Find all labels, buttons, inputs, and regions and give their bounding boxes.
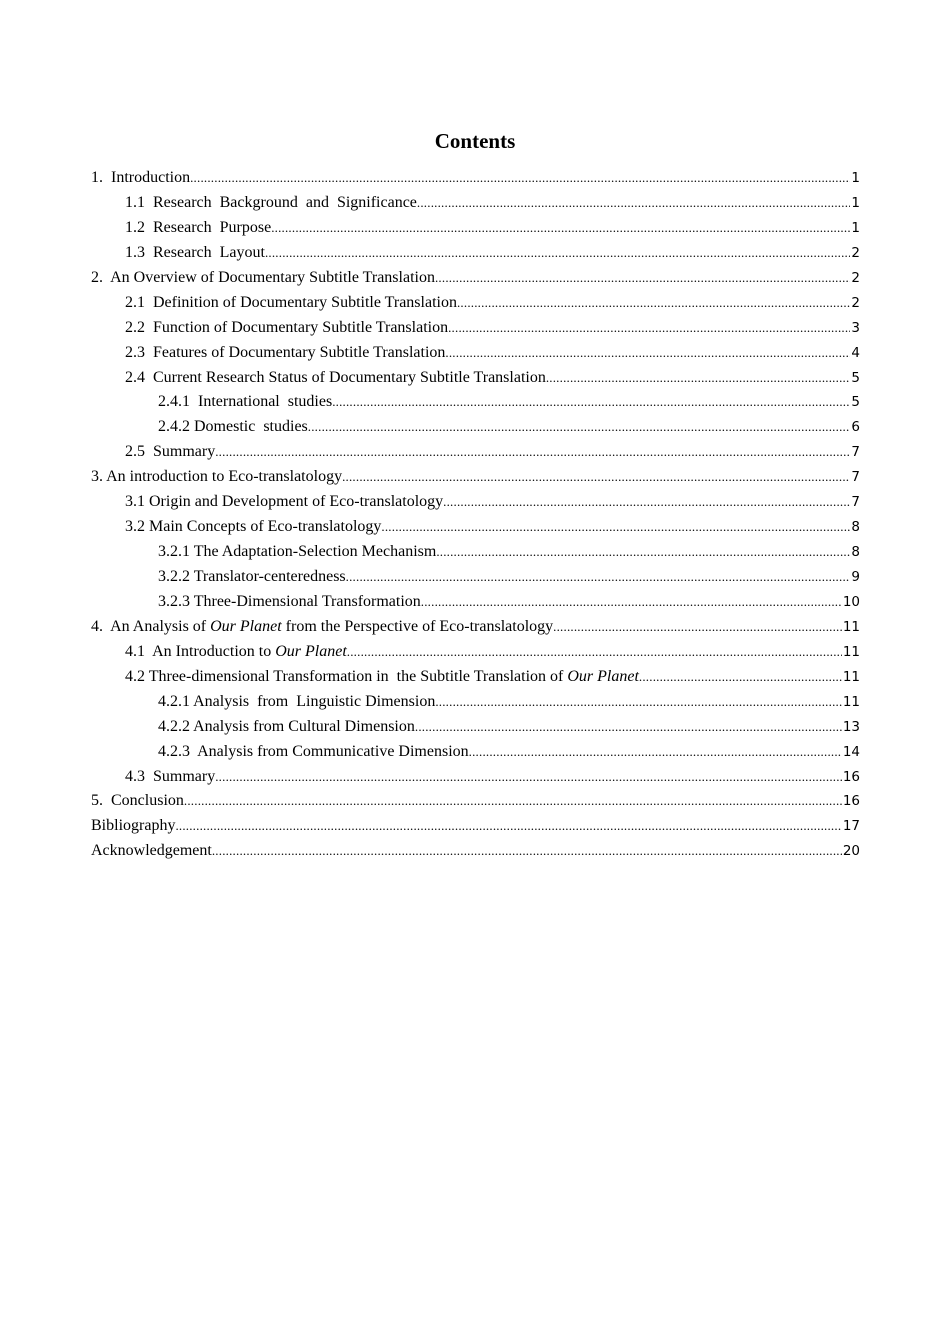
toc-page-number: 1 [851, 194, 860, 211]
toc-entry-title [158, 715, 415, 740]
toc-entry[interactable] [91, 241, 860, 266]
toc-page-number: 3 [851, 319, 860, 336]
toc-entry-title [91, 789, 184, 814]
toc-page-number: 6 [851, 419, 860, 436]
toc-page-number: 1 [851, 219, 860, 236]
toc-entry[interactable] [91, 590, 860, 615]
toc-entry[interactable] [91, 341, 860, 366]
toc-leader-dots [346, 565, 851, 590]
toc-entry[interactable] [91, 191, 860, 216]
toc-entry[interactable] [91, 515, 860, 540]
toc-entry[interactable] [91, 740, 860, 765]
toc-entry-title [158, 390, 332, 415]
toc-entry[interactable] [91, 415, 860, 440]
toc-entry-title [125, 440, 215, 465]
toc-page-number: 7 [851, 444, 860, 461]
toc-entry-title-segment: 4.2.2 Analysis from Cultural Dimension [158, 717, 415, 735]
toc-entry[interactable] [91, 565, 860, 590]
toc-page-number: 2 [851, 244, 860, 261]
toc-leader-dots [381, 515, 850, 540]
toc-entry-title-segment: 4.3 Summary [125, 767, 216, 785]
toc-leader-dots [265, 241, 850, 266]
toc-leader-dots [435, 690, 841, 715]
toc-entry-title [125, 366, 546, 391]
toc-entry[interactable] [91, 291, 860, 316]
toc-entry-title [158, 590, 421, 615]
toc-entry[interactable] [91, 814, 860, 839]
toc-entry-title [125, 291, 457, 316]
toc-entry-title-segment: 3.2.1 The Adaptation-Selection Mechanism [158, 543, 437, 561]
toc-entry[interactable] [91, 690, 860, 715]
toc-entry-title [125, 765, 215, 790]
toc-page-number: 5 [851, 369, 860, 386]
toc-entry-title [125, 191, 417, 216]
toc-entry-title-segment: 4.2 Three-dimensional Transformation in the Subtitle Translation of [125, 667, 568, 685]
toc-entry-title [125, 341, 445, 366]
toc-page-number: 8 [851, 519, 860, 536]
toc-entry[interactable] [91, 615, 860, 640]
toc-entry[interactable] [91, 540, 860, 565]
toc-leader-dots [421, 590, 842, 615]
toc-page-number: 10 [842, 593, 860, 610]
toc-entry-title [158, 415, 308, 440]
toc-page-number: 8 [851, 544, 860, 561]
toc-entry-title [158, 740, 469, 765]
toc-leader-dots [417, 191, 851, 216]
toc-leader-dots [215, 440, 850, 465]
toc-entry-title-segment: 4.1 An Introduction to [125, 642, 276, 660]
toc-entry[interactable] [91, 216, 860, 241]
toc-page-number: 11 [842, 643, 860, 660]
toc-page-number: 9 [851, 569, 860, 585]
toc-entry-title-segment: 2.4.2 Domestic studies [158, 418, 308, 436]
toc-entry-title-italic: Our Planet [567, 667, 639, 685]
toc-leader-dots [271, 216, 850, 241]
toc-page-number: 2 [851, 269, 860, 286]
toc-entry[interactable] [91, 765, 860, 790]
toc-entry-title-segment: 3.2.3 Three-Dimensional Transformation [158, 592, 421, 610]
toc-entry-title [125, 515, 381, 540]
toc-leader-dots [190, 166, 850, 191]
toc-page-number: 11 [842, 693, 860, 710]
toc-entry[interactable] [91, 390, 860, 415]
toc-leader-dots [443, 490, 850, 515]
toc-entry-title-italic: Our Planet [210, 617, 282, 635]
toc-leader-dots [415, 715, 842, 740]
toc-page-number: 13 [842, 718, 860, 735]
toc-entry[interactable] [91, 839, 860, 864]
toc-entry-title-segment: from the Perspective of Eco-translatology [281, 617, 554, 635]
toc-entry-title-segment: 2. An Overview of Documentary Subtitle Translation [91, 268, 435, 286]
toc-page-number: 20 [842, 843, 860, 860]
toc-entry[interactable] [91, 789, 860, 814]
toc-entry-title [125, 241, 265, 266]
toc-entry-title [125, 640, 347, 665]
toc-entry-title-segment: 2.4 Current Research Status of Documentary Subtitle Translation [125, 368, 546, 386]
toc-page-number: 11 [842, 668, 860, 685]
toc-entry-title-segment: 4.2.3 Analysis from Communicative Dimension [158, 742, 469, 760]
toc-leader-dots [546, 366, 851, 391]
toc-leader-dots [175, 814, 841, 839]
toc-entry-title [158, 565, 346, 590]
toc-leader-dots [553, 615, 842, 640]
toc-leader-dots [347, 640, 842, 665]
toc-entry-title-segment: Bibliography [91, 817, 176, 835]
toc-entry[interactable] [91, 640, 860, 665]
toc-entry[interactable] [91, 166, 860, 191]
toc-entry[interactable] [91, 366, 860, 391]
toc-entry-title [91, 166, 190, 191]
toc-entry[interactable] [91, 440, 860, 465]
contents-heading: Contents [434, 129, 516, 153]
toc-entry-title [91, 615, 553, 640]
toc-page-number: 16 [842, 768, 860, 785]
toc-entry-title [125, 665, 639, 690]
toc-page-number: 1 [851, 170, 860, 186]
toc-entry-title-segment: 4.2.1 Analysis from Linguistic Dimension [158, 692, 436, 710]
toc-entry[interactable] [91, 316, 860, 341]
toc-leader-dots [435, 266, 850, 291]
toc-entry-title [125, 490, 443, 515]
toc-entry-title-segment: 1.1 Research Background and Significance [125, 193, 417, 211]
toc-leader-dots [469, 740, 842, 765]
toc-leader-dots [457, 291, 850, 316]
toc-leader-dots [436, 540, 850, 565]
toc-entry-title [91, 814, 175, 839]
toc-entry-title-segment: Acknowledgement [91, 842, 212, 860]
toc-page-number: 2 [851, 294, 860, 311]
toc-leader-dots [639, 665, 842, 690]
toc-entry-title-segment: 2.1 Definition of Documentary Subtitle Translation [125, 293, 457, 311]
toc-leader-dots [212, 839, 842, 864]
toc-entry-title [125, 216, 271, 241]
toc-leader-dots [308, 415, 851, 440]
toc-entry[interactable] [91, 490, 860, 515]
toc-page-number: 4 [851, 344, 860, 361]
toc-entry-title-segment: 4. An Analysis of [91, 617, 211, 635]
toc-entry-title [91, 266, 435, 291]
toc-leader-dots [215, 765, 842, 790]
toc-entry[interactable] [91, 465, 860, 490]
toc-entry-title-segment: 5. Conclusion [91, 792, 184, 810]
toc-entry-title [125, 316, 448, 341]
toc-entry-title-segment: 2.4.1 International studies [158, 393, 333, 411]
toc-entry-title-segment: 1. Introduction [91, 169, 191, 186]
toc-entry-title-italic: Our Planet [275, 642, 347, 660]
toc-page-number: 5 [851, 394, 860, 411]
toc-page-number: 14 [842, 743, 860, 760]
toc-entry-title [158, 690, 435, 715]
toc-page-number: 16 [842, 793, 860, 810]
toc-entry-title-segment: 3. An introduction to Eco-translatology [91, 468, 343, 486]
toc-entry-title-segment: 2.3 Features of Documentary Subtitle Translation [125, 343, 446, 361]
toc-leader-dots [448, 316, 850, 341]
toc-entry-title-segment: 2.5 Summary [125, 443, 216, 461]
toc-entry-title [91, 465, 342, 490]
toc-entry-title [158, 540, 436, 565]
toc-leader-dots [445, 341, 850, 366]
toc-entry-title-segment: 3.2.2 Translator-centeredness [158, 568, 346, 585]
toc-page-number: 7 [851, 494, 860, 511]
table-of-contents [91, 166, 860, 864]
toc-entry-title [91, 839, 212, 864]
toc-entry-title-segment: 1.3 Research Layout [125, 243, 265, 261]
toc-entry[interactable] [91, 665, 860, 690]
toc-leader-dots [184, 789, 842, 814]
toc-entry-title-segment: 3.2 Main Concepts of Eco-translatology [125, 518, 382, 536]
toc-leader-dots [332, 390, 850, 415]
toc-entry[interactable] [91, 715, 860, 740]
toc-page-number: 7 [851, 469, 860, 486]
toc-entry-title-segment: 3.1 Origin and Development of Eco-translatology [125, 493, 444, 511]
toc-leader-dots [342, 465, 850, 490]
toc-page-number: 11 [842, 618, 860, 635]
toc-entry[interactable] [91, 266, 860, 291]
toc-entry-title-segment: 2.2 Function of Documentary Subtitle Translation [125, 318, 449, 336]
toc-page-number: 17 [842, 818, 860, 835]
toc-entry-title-segment: 1.2 Research Purpose [125, 218, 272, 236]
